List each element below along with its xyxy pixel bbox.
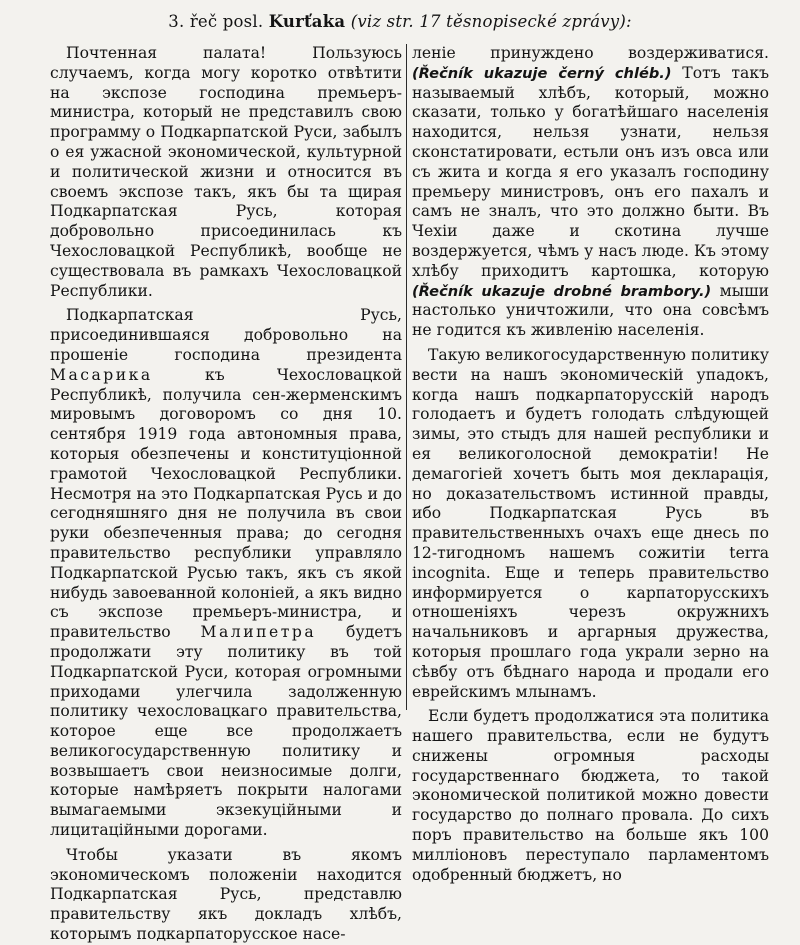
paragraph [412,44,769,341]
paragraph-text: будетъ продолжати эту политику въ той Подкарпатской Руси, которая огромными приходами улегчила задолженную политику чехословацкаго правительства, которое еще все продолжаетъ великогосударственную политику и возвышаетъ свои неизносимые долги, которые намѣряетъ покрыти налогами вымагаемыми экзекуційными и лицитаційными дорогами. [50,623,402,840]
paragraph-text: Тотъ такъ называемый хлѣбъ, который, можно сказати, только у богатѣйшаго населенія находится, нельзя узнати, нельзя сконстатировати, естьли онъ изъ овса или съ жита и когда я его указалъ господину премьеру министровъ, онъ его пахалъ и самъ не зналъ, что это должно быти. Въ Чехіи даже и скотина лучше воздержуется, чѣмъ у насъ люде. Къ этому хлѣбу приходитъ картошка, которую [412,63,770,280]
left-column [50,44,402,944]
paragraph: Если будетъ продолжатися эта политика нашего правительства, если не будутъ снижены огромныя расходы государственнаго бюджета, то такой экономической политикой можно довести государство до полнаго провала. До сихъ поръ правительство на больше якъ 100 милліоновъ переступало парламентомъ одобренный бюджетъ, но [412,707,769,884]
paragraph: Такую великогосударственную политику вести на нашъ экономическій упадокъ, когда нашъ подкарпаторусскій народъ голодаетъ и будетъ голодать слѣдующей зимы, это стыдъ для нашей республики и ея великоголосной демократіи! Не демагогіей хочетъ быть моя декларація, но доказательствомъ истинной правды, ибо Подкарпатская Русь въ правительственныхъ очахъ еще днесь по 12-тигодномъ нашемъ сожитіи terra incognita. Еще и теперь правительство информируется о карпаторусскихъ отношеніяхъ черезъ окружнихъ начальниковъ и аргарныя дружества, которыя прошлаго года украли зерно на сѣвбу отъ бѣднаго народа и продали его еврейскимъ млынамъ. [412,345,769,701]
heading-speaker: Kurťaka [268,12,346,31]
paragraph-text: Подкарпатская Русь, присоединившаяся добровольно на прошеніе господина президента [50,306,402,364]
paragraph-text: къ Чехословацкой Республикѣ, получила сен-жерменскимъ мировымъ договоромъ со дня 10. сентября 1919 года автономныя права, которыя обезпечены и конституціонной грамотой Чехословацкой Республики. Несмотря на это Подкарпатская Русь и до сегодняшняго дня не получила въ свои руки обезпеченныя права; до сегодня правительство республики управляло Подкарпатской Русью такъ, якъ съ якой нибудь завоеванной колоніей, а якъ видно съ экспозе премьеръ-министра, и правительство [50,365,402,642]
heading-number: 3. řeč posl. [168,12,264,31]
speech-heading [0,12,800,31]
spaced-name-masaryk: Масарика [50,365,153,384]
heading-reference: (viz str. 17 těsnopisecké zprávy): [350,12,632,31]
paragraph: Чтобы указати въ якомъ экономическомъ положеніи находится Подкарпатская Русь, представлю правительству якъ докладъ хлѣбъ, которымъ подкарпаторусское насе- [50,845,402,944]
column-divider [406,44,407,710]
paragraph: Почтенная палата! Пользуюсь случаемъ, когда могу коротко отвѣтити на экспозе господина премьеръ-министра, который не представилъ свою программу о Подкарпатской Руси, забылъ о ея ужасной экономической, культурной и политической жизни и относится въ своемъ экспозе такъ, якъ бы та щирая Подкарпатская Русь, которая добровольно присоединилась къ Чехословацкой Республикѣ, вообще не существовала въ рамкахъ Чехословацкой Республики. [50,44,402,300]
paragraph [50,306,402,841]
stage-direction: (Řečník ukazuje drobné brambory.) [412,282,712,300]
stage-direction: (Řečník ukazuje černý chléb.) [412,64,672,82]
paragraph-text: леніе принуждено воздерживатися. [412,44,769,62]
paragraph-text: мыши настолько уничтожили, что она совсѣмъ не годится къ живленію населенія. [412,281,770,340]
spaced-name-malypetr: Малипетра [200,623,317,642]
right-column [412,44,770,884]
